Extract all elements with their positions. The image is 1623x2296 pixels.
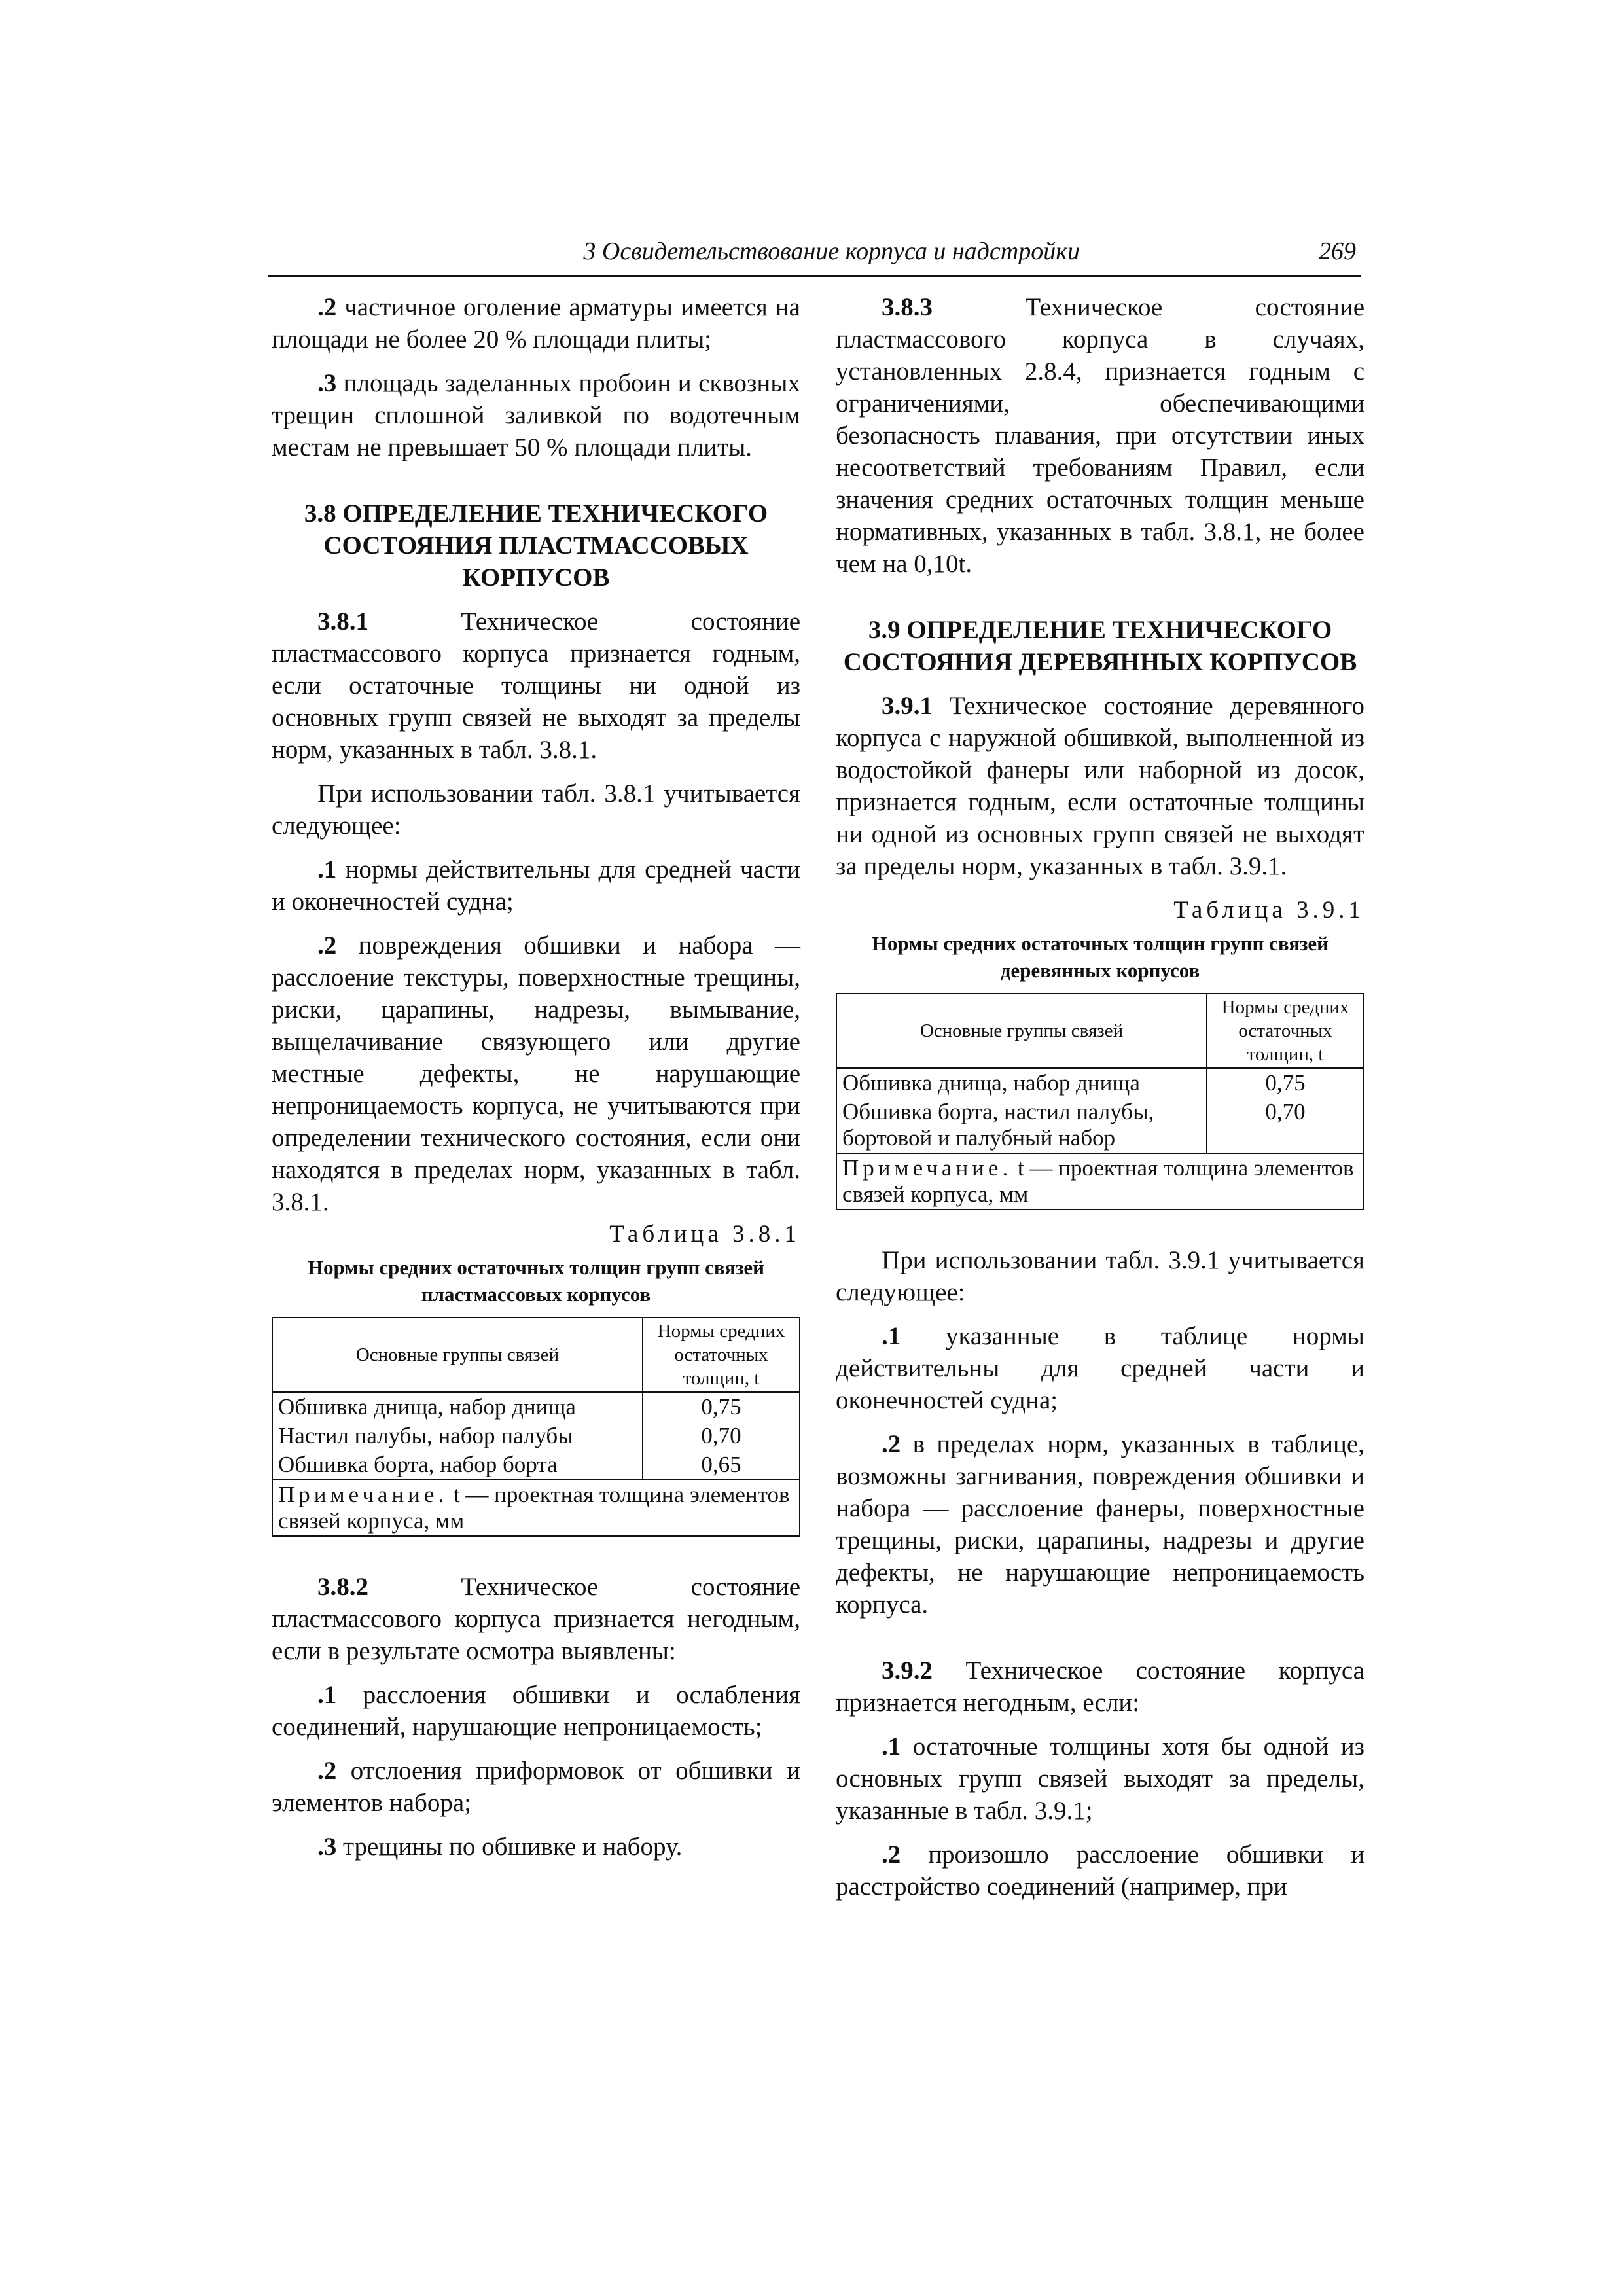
table-title: Нормы средних остаточных толщин групп связей деревянных корпусов <box>871 932 1329 982</box>
section-heading-3-8: 3.8 ОПРЕДЕЛЕНИЕ ТЕХНИЧЕСКОГО СОСТОЯНИЯ ПЛАСТМАССОВЫХ КОРПУСОВ <box>304 499 768 592</box>
paragraph <box>272 291 800 355</box>
table-note: Примечание. t — проектная толщина элементов связей корпуса, мм <box>836 1153 1364 1210</box>
running-title: 3 Освидетельствование корпуса и надстройки <box>583 238 1080 265</box>
paragraph <box>272 853 800 918</box>
paragraph: При использовании табл. 3.8.1 учитывается следующее: <box>272 780 800 840</box>
table-header-norms: Нормы средних остаточных толщин, t <box>1207 994 1364 1068</box>
paragraph <box>272 1831 800 1863</box>
clause-number: 3.8.1 <box>317 607 368 636</box>
paragraph-text: трещины по обшивке и набору. <box>336 1833 683 1861</box>
table-cell: Настил палубы, набор палубы <box>272 1422 643 1450</box>
right-column <box>836 291 1364 1903</box>
paragraph <box>836 1320 1364 1416</box>
paragraph-text: расслоения обшивки и ослабления соединений, нарушающие непроницаемость; <box>272 1681 800 1741</box>
paragraph <box>836 1428 1364 1621</box>
table-title: Нормы средних остаточных толщин групп связей пластмассовых корпусов <box>307 1256 765 1306</box>
paragraph-text: Техническое состояние корпуса признается негодным, если: <box>836 1657 1364 1717</box>
table-cell: 0,70 <box>1207 1098 1364 1153</box>
item-number: .2 <box>317 931 337 960</box>
paragraph-text: площадь заделанных пробоин и сквозных трещин сплошной заливкой по водотечным местам не превышает 50 % площади плиты. <box>272 369 800 461</box>
paragraph-text: нормы действительны для средней части и оконечностей судна; <box>272 855 800 916</box>
paragraph-text: отслоения приформовок от обшивки и элементов набора; <box>272 1757 800 1817</box>
item-number: .2 <box>317 293 337 321</box>
section-heading-3-9: 3.9 ОПРЕДЕЛЕНИЕ ТЕХНИЧЕСКОГО СОСТОЯНИЯ ДЕРЕВЯННЫХ КОРПУСОВ <box>843 616 1357 676</box>
paragraph-text: частичное оголение арматуры имеется на площади не более 20 % площади плиты; <box>272 293 800 353</box>
table-caption: Таблица 3.9.1 <box>1173 897 1364 924</box>
table-header-groups: Основные группы связей <box>836 994 1207 1068</box>
paragraph <box>272 929 800 1218</box>
paragraph <box>272 1755 800 1819</box>
paragraph-text: повреждения обшивки и набора — расслоение текстуры, поверхностные трещины, риски, царапины, надрезы, вымывание, выщелачивание связующего или другие местные дефекты, не нарушающие непроницаемость корпуса, не учитываются при определении технического состояния, если они находятся в пределах норм, указанных в табл. 3.8.1. <box>272 931 800 1216</box>
table-cell: 0,65 <box>643 1450 800 1480</box>
left-column <box>272 291 800 1863</box>
table-row <box>272 1392 800 1422</box>
item-number: .2 <box>317 1757 337 1785</box>
item-number: .1 <box>317 855 337 884</box>
table-header-groups: Основные группы связей <box>272 1318 643 1392</box>
paragraph-text: Техническое состояние пластмассового корпуса признается негодным, если в результате осмотра выявлены: <box>272 1573 800 1665</box>
paragraph: При использовании табл. 3.9.1 учитывается следующее: <box>836 1246 1364 1306</box>
table-cell: Обшивка борта, набор борта <box>272 1450 643 1480</box>
paragraph <box>272 605 800 766</box>
item-number: .2 <box>882 1840 901 1869</box>
table-cell: 0,75 <box>643 1392 800 1422</box>
table-cell: 0,75 <box>1207 1068 1364 1098</box>
table-3-8-1 <box>272 1317 800 1537</box>
item-number: .1 <box>882 1732 901 1761</box>
table-header-norms: Нормы средних остаточных толщин, t <box>643 1318 800 1392</box>
page-number: 269 <box>1319 238 1356 265</box>
paragraph-text: остаточные толщины хотя бы одной из основных групп связей выходят за пределы, указанные в табл. 3.9.1; <box>836 1732 1364 1825</box>
paragraph <box>272 1679 800 1743</box>
clause-number: 3.9.1 <box>882 692 933 720</box>
paragraph-text: произошло расслоение обшивки и расстройство соединений (например, при <box>836 1840 1364 1901</box>
table-row <box>272 1450 800 1480</box>
running-header <box>268 237 1361 277</box>
table-cell: 0,70 <box>643 1422 800 1450</box>
paragraph <box>272 367 800 463</box>
paragraph-text: Техническое состояние пластмассового корпуса в случаях, установленных 2.8.4, признается годным с ограничениями, обеспечивающими безопасность плавания, при отсутствии иных несоответствий требованиям Правил, если значения средних остаточных толщин меньше нормативных, указанных в табл. 3.8.1, не более чем на 0,10t. <box>836 293 1364 578</box>
paragraph-text: Техническое состояние пластмассового корпуса признается годным, если остаточные толщины ни одной из основных групп связей не выходят за пределы норм, указанных в табл. 3.8.1. <box>272 607 800 764</box>
clause-number: 3.9.2 <box>882 1657 933 1685</box>
table-row <box>836 1098 1364 1153</box>
paragraph-text: в пределах норм, указанных в таблице, возможны загнивания, повреждения обшивки и набора — расслоение фанеры, поверхностные трещины, риски, царапины, надрезы и другие дефекты, не нарушающие непроницаемость корпуса. <box>836 1430 1364 1619</box>
paragraph <box>836 1839 1364 1903</box>
paragraph <box>272 1571 800 1667</box>
table-row <box>836 1068 1364 1098</box>
table-cell: Обшивка борта, настил палубы, бортовой и палубный набор <box>836 1098 1207 1153</box>
table-note: Примечание. t — проектная толщина элементов связей корпуса, мм <box>272 1480 800 1536</box>
item-number: .2 <box>882 1430 901 1458</box>
table-cell: Обшивка днища, набор днища <box>836 1068 1207 1098</box>
item-number: .1 <box>882 1322 901 1350</box>
paragraph <box>836 1731 1364 1827</box>
clause-number: 3.8.2 <box>317 1573 368 1601</box>
item-number: .3 <box>317 369 337 397</box>
paragraph <box>836 291 1364 580</box>
paragraph <box>836 1655 1364 1719</box>
table-row <box>272 1422 800 1450</box>
paragraph-text: указанные в таблице нормы действительны для средней части и оконечностей судна; <box>836 1322 1364 1414</box>
item-number: .1 <box>317 1681 337 1709</box>
clause-number: 3.8.3 <box>882 293 933 321</box>
table-3-9-1 <box>836 993 1364 1210</box>
item-number: .3 <box>317 1833 337 1861</box>
table-cell: Обшивка днища, набор днища <box>272 1392 643 1422</box>
table-caption: Таблица 3.8.1 <box>609 1221 800 1247</box>
paragraph-text: Техническое состояние деревянного корпуса с наружной обшивкой, выполненной из водостойкой фанеры или наборной из досок, признается годным, если остаточные толщины ни одной из основных групп связей не выходят за пределы норм, указанных в табл. 3.9.1. <box>836 692 1364 880</box>
paragraph <box>836 690 1364 882</box>
